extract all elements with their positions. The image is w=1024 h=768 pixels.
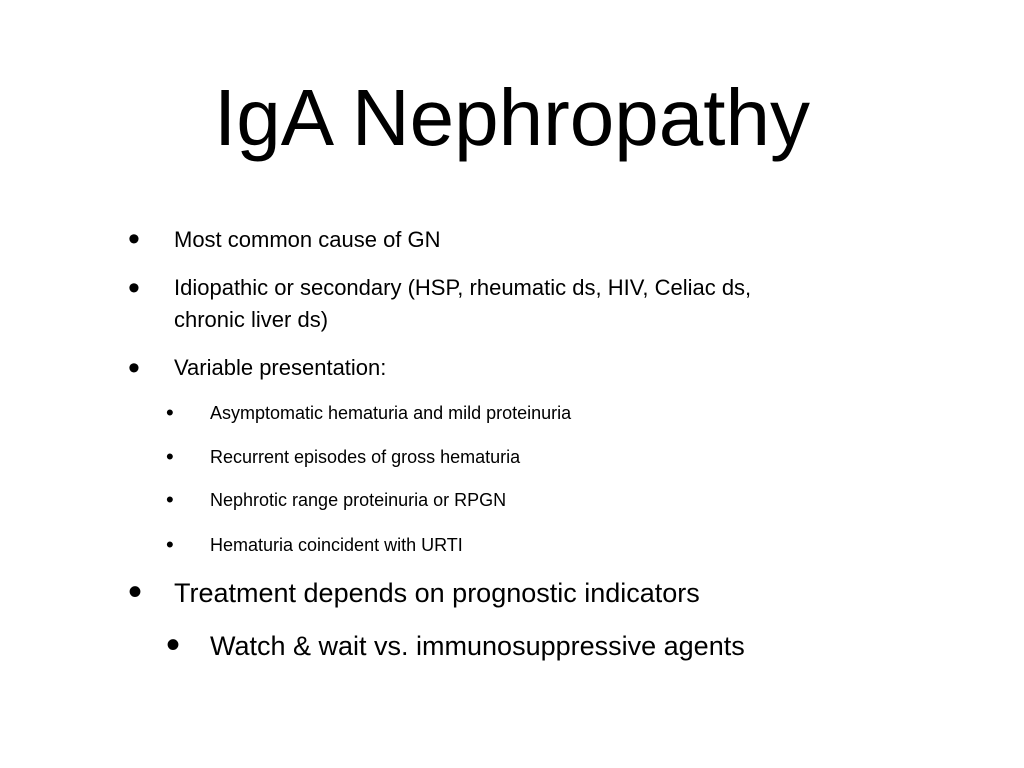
bullet-icon: • — [128, 220, 140, 258]
bullet-icon: • — [166, 487, 174, 512]
bullet-text: Most common cause of GN — [174, 227, 441, 252]
bullet-icon: • — [166, 532, 174, 557]
bullet-text: Recurrent episodes of gross hematuria — [210, 447, 521, 467]
bullet-text: Treatment depends on prognostic indicators — [174, 578, 700, 608]
bullet-text: Nephrotic range proteinuria or RPGN — [210, 490, 507, 510]
bullet-icon: • — [128, 269, 140, 307]
slide-title: IgA Nephropathy — [214, 73, 810, 162]
bullet-icon: • — [166, 623, 181, 667]
bullet-text: Asymptomatic hematuria and mild proteinuria — [210, 403, 572, 423]
bullet-text-line-1: Idiopathic or secondary (HSP, rheumatic ds, HIV, Celiac ds, — [174, 275, 752, 300]
bullet-text: Variable presentation: — [174, 355, 387, 380]
bullet-icon: • — [166, 444, 174, 469]
bullet-text: Hematuria coincident with URTI — [210, 535, 463, 555]
bullet-icon: • — [166, 400, 174, 425]
bullet-text: Watch & wait vs. immunosuppressive agents — [210, 631, 745, 661]
bullet-text-line-2: chronic liver ds) — [174, 307, 329, 332]
bullet-icon: • — [128, 349, 140, 387]
bullet-icon: • — [128, 570, 143, 614]
